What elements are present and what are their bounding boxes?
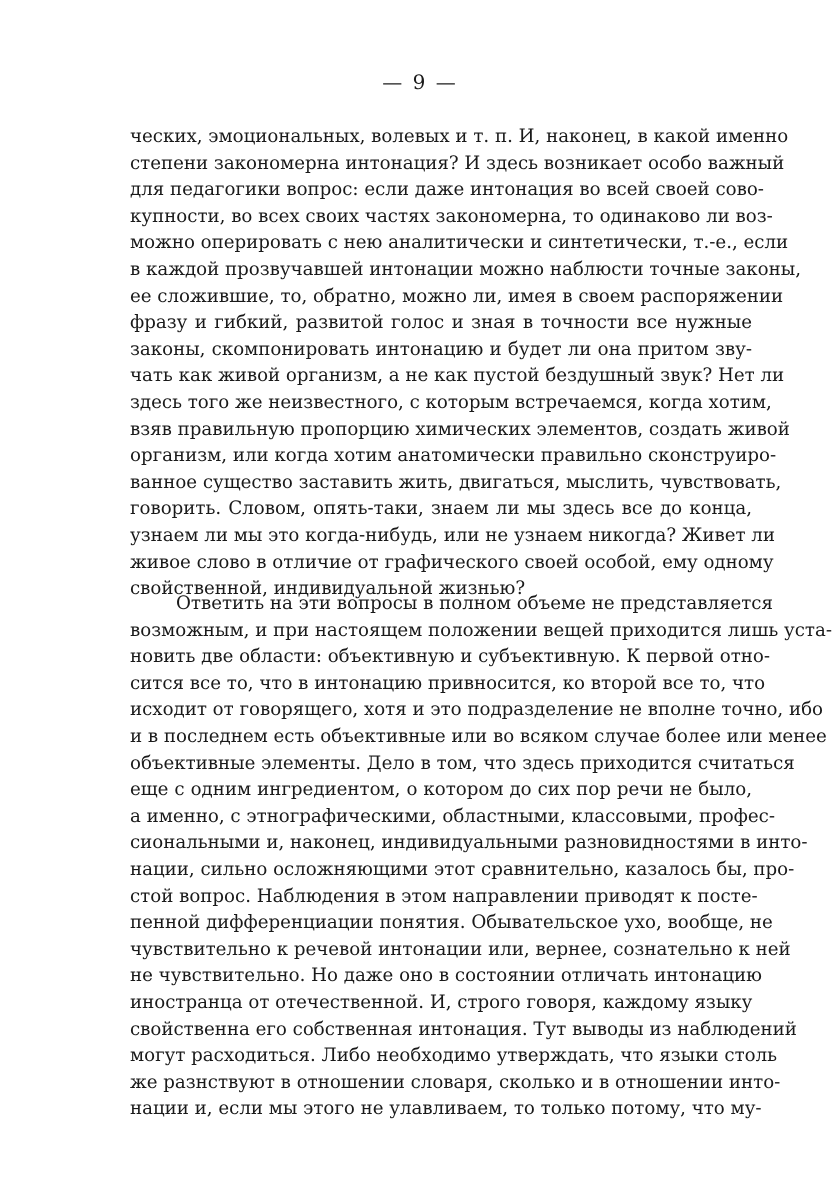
paragraph-2 [130,591,832,1123]
text-line: свойственна его собственная интонация. Тут выводы из наблюдений [130,1018,797,1040]
text-line: Ответить на эти вопросы в полном объеме не представляется [176,593,773,614]
text-line: говорить. Словом, опять-таки, знаем ли мы здесь все до конца, [130,498,752,520]
text-line: ческих, эмоциональных, волевых и т. п. И, наконец, в какой именно [130,126,789,147]
text-line: взяв правильную пропорцию химических элементов, создать живой [130,418,790,440]
text-line: стой вопрос. Наблюдения в этом направлении приводят к посте- [130,885,758,907]
text-line: живое слово в отличие от графического своей особой, ему одному [130,551,774,573]
text-line: и в последнем есть объективные или во всяком случае более или менее [130,725,827,747]
text-line: организм, или когда хотим анатомически правильно сконструиро- [130,445,777,467]
page-number: — 9 — [382,70,458,94]
text-line: иностранца от отечественной. И, строго говоря, каждому языку [130,991,753,1013]
text-line: законы, скомпонировать интонацию и будет ли она притом зву- [130,338,752,360]
paragraph-1 [130,124,801,603]
text-line: могут расходиться. Либо необходимо утверждать, что языки столь [130,1045,778,1067]
text-line: чувствительно к речевой интонации или, вернее, сознательно к ней [130,938,791,960]
text-line: новить две области: объективную и субъективную. К первой отно- [130,646,770,668]
text-line: ее сложившие, то, обратно, можно ли, имея в своем распоряжении [130,285,784,307]
text-line: свойственной, индивидуальной жизнью? [130,578,526,600]
text-line: еще с одним ингредиентом, о котором до сих пор речи не было, [130,779,752,801]
text-line: нации, сильно осложняющими этот сравнительно, казалось бы, про- [130,858,795,880]
text-line: ванное существо заставить жить, двигаться, мыслить, чувствовать, [130,471,782,493]
text-line: фразу и гибкий, развитой голос и зная в точности все нужные [130,312,752,334]
text-line: нации и, если мы этого не улавливаем, то только потому, что му- [130,1098,762,1120]
text-line: объективные элементы. Дело в том, что здесь приходится считаться [130,752,795,774]
text-line: купности, во всех своих частях закономерна, то одинаково ли воз- [130,205,773,227]
text-line: можно оперировать с нею аналитически и синтетически, т.-е., если [130,232,789,254]
text-line: пенной дифференциации понятия. Обывательское ухо, вообще, не [130,912,773,934]
text-line: здесь того же неизвестного, с которым встречаемся, когда хотим, [130,391,772,413]
text-line: не чувствительно. Но даже оно в состоянии отличать интонацию [130,965,763,987]
text-line: для педагогики вопрос: если даже интонация во всей своей сово- [130,179,764,201]
text-line: исходит от говорящего, хотя и это подразделение не вполне точно, ибо [130,699,824,721]
text-line: же разнствуют в отношении словаря, сколько и в отношении инто- [130,1071,781,1093]
text-line: чать как живой организм, а не как пустой бездушный звук? Нет ли [130,365,785,387]
text-line: а именно, с этнографическими, областными, классовыми, профес- [130,805,776,827]
text-line: возможным, и при настоящем положении вещей приходится лишь уста- [130,619,832,641]
text-line: в каждой прозвучавшей интонации можно наблюсти точные законы, [130,258,801,280]
text-line: сиональными и, наконец, индивидуальными разновидностями в инто- [130,832,808,854]
text-line: сится все то, что в интонацию привносится, ко второй все то, что [130,672,766,694]
text-line: степени закономерна интонация? И здесь возникает особо важный [130,152,785,174]
text-line: узнаем ли мы это когда-нибудь, или не узнаем никогда? Живет ли [130,524,775,546]
